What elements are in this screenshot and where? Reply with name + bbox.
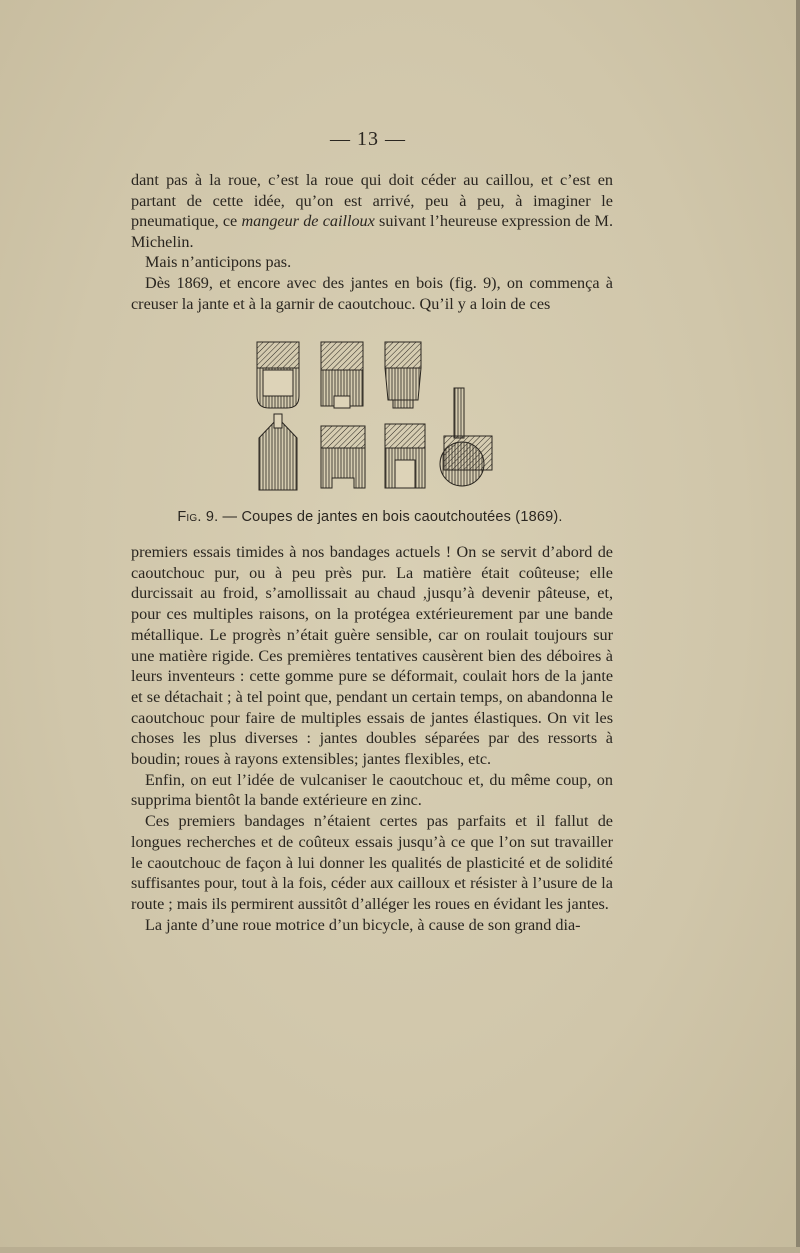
page-edge: [796, 0, 800, 1253]
paragraph: [131, 170, 613, 252]
rim-section-3: [385, 342, 421, 408]
paragraph: [131, 915, 613, 936]
paragraph-text: Ces premiers bandages n’étaient certes pas parfaits et il fallut de longues recherches et de coûteux essais jusqu’à ce que l’on sut travailler le caoutchouc de façon à lui donner les qualités de plasticité et de solidité suffisantes pour, tout à la fois, céder aux cailloux et résister à l’usure de la route ; mais ils permirent aussitôt d’alléger les roues en évidant les jantes.: [131, 812, 613, 913]
page-bottom-edge: [0, 1247, 800, 1253]
paragraph-text: Mais n’anticipons pas.: [145, 253, 292, 272]
rim-section-7: [440, 388, 492, 486]
italic-phrase: mangeur de cailloux: [241, 212, 375, 231]
paragraph: [131, 811, 613, 915]
paragraph: [131, 542, 613, 770]
rim-section-4: [259, 414, 297, 490]
page-number: — 13 —: [330, 128, 406, 150]
paragraph: [131, 252, 613, 273]
figure-caption: [0, 509, 740, 525]
paragraph-text: suivant l’heureuse expression de M. Michelin.: [131, 212, 614, 251]
figure-caption-text: — Coupes de jantes en bois caoutchoutées (1869).: [218, 509, 563, 525]
rim-section-6: [385, 424, 425, 488]
paragraph-text: La jante d’une roue motrice d’un bicycle, à cause de son grand dia-: [145, 915, 581, 934]
text-block-top: [131, 170, 613, 314]
paragraph: [131, 770, 613, 811]
paragraph-text: Dès 1869, et encore avec des jantes en bois (fig. 9), on commença à creuser la jante et à la garnir de caoutchouc. Qu’il y a loin de ces: [131, 273, 613, 313]
rim-section-5: [321, 426, 365, 488]
paragraph-text: premiers essais timides à nos bandages actuels ! On se servit d’abord de caoutchouc pur, ou à peu près pur. La matière était coûteuse; elle durcissait au froid, s’amollissait au chaud ,jusqu’à devenir pâteuse, et, pour ces multiples raisons, on la protégea extérieurement par une bande métallique. Le progrès n’était guère sensible, car on roulait toujours sur une matière rigide. Ces premières tentatives causèrent bien des déboires à leurs inventeurs : cette gomme pure se déformait, coulait hors de la jante et se détachait ; à tel point que, pendant un certain temps, on abandonna le caoutchouc pour faire de multiples essais de jantes élastiques. On vit les choses les plus diverses : jantes doubles séparées par des ressorts à boudin; roues à rayons extensibles; jantes flexibles, etc.: [131, 543, 613, 769]
paragraph: [131, 273, 613, 314]
paragraph-text: Enfin, on eut l’idée de vulcaniser le caoutchouc et, du même coup, on supprima bientôt la bande extérieure en zinc.: [131, 770, 613, 810]
figure-label: Fig. 9.: [177, 509, 219, 525]
rim-section-2: [321, 342, 363, 408]
figure-9-rim-sections: [250, 338, 500, 498]
paragraph-text: dant pas à la roue, c’est la roue qui doit céder au caillou, et c’est en partant de cette idée, qu’on est arrivé, peu à peu, à imaginer le pneumatique, ce: [131, 171, 613, 231]
rim-section-1: [257, 342, 299, 408]
text-block-bottom: [131, 542, 613, 935]
